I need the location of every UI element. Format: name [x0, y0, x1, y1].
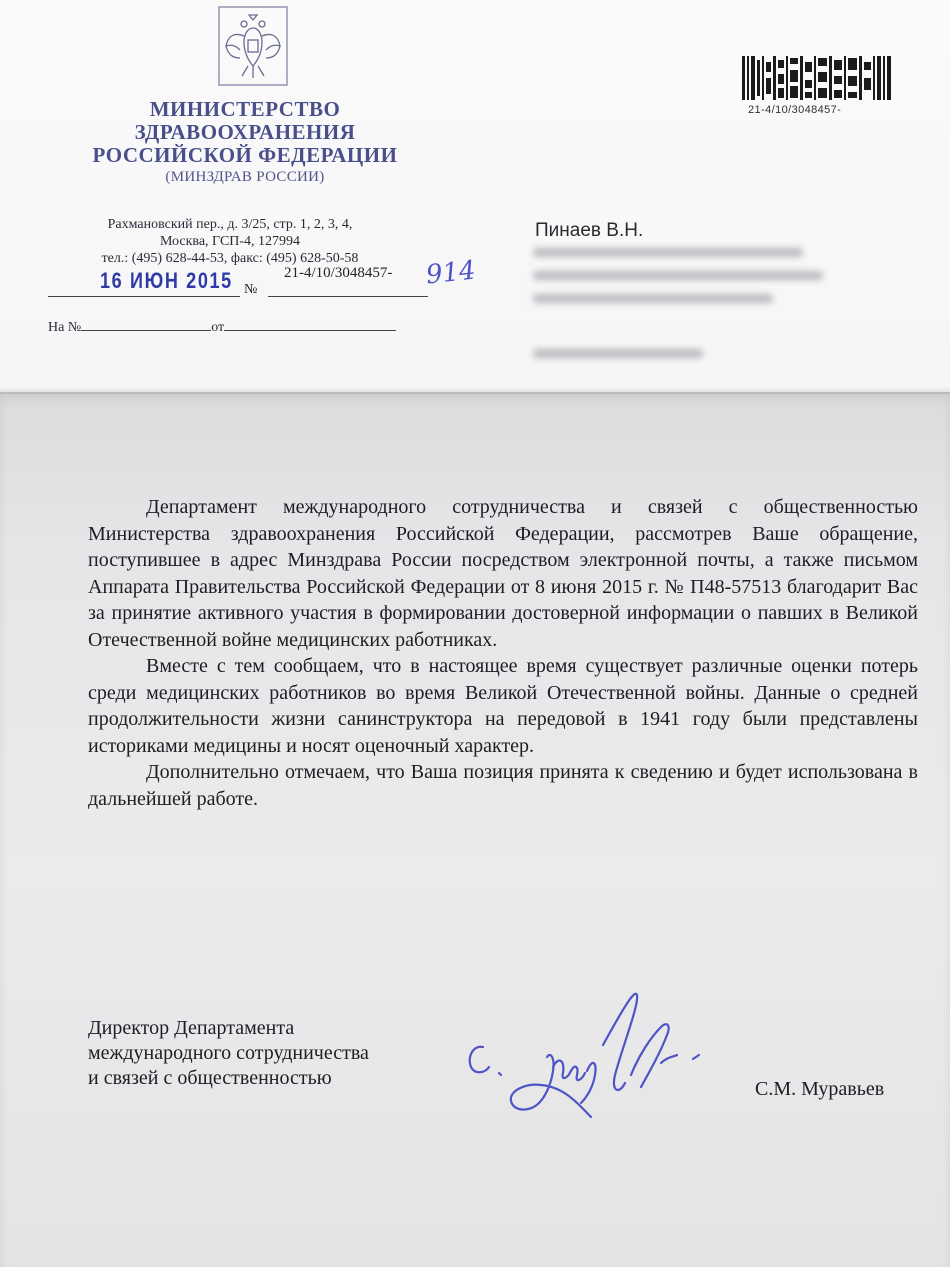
ot-label: от [211, 320, 225, 335]
number-underline [268, 296, 428, 297]
address-line-2: Москва, ГСП-4, 127994 [159, 234, 301, 249]
paper-fold [0, 386, 950, 394]
number-sign: № [244, 282, 258, 297]
body-paragraph: Вместе с тем сообщаем, что в настоящее время существует различные оценки потерь среди медицинских работников во время Великой Отечественной войны. Данные о средней продолжительности жизни санинструктора на передовой в 1941 году были представлены историками медицины и носят оценочный характер. [88, 655, 918, 757]
barcode-icon [742, 56, 892, 100]
date-stamp: 16 ИЮН 2015 [100, 268, 233, 293]
ministry-line-1: МИНИСТЕРСТВО [149, 97, 341, 121]
na-underline [81, 318, 211, 331]
signatory-name: С.М. Муравьев [755, 1078, 885, 1100]
letter-body [88, 494, 918, 812]
body-paragraph: Дополнительно отмечаем, что Ваша позиция принята к сведению и будет использована в дальнейшей работе. [88, 761, 918, 810]
ministry-name [60, 98, 430, 187]
incoming-reference [48, 318, 396, 336]
address-line-1: Рахмановский пер., д. 3/25, стр. 1, 2, 3, 4, [107, 217, 353, 232]
russian-coat-of-arms-icon [218, 6, 288, 86]
handwritten-number-suffix: 914 [424, 255, 478, 291]
handwritten-signature [455, 975, 735, 1145]
ministry-short-name: (МИНЗДРАВ РОССИИ) [165, 169, 325, 185]
ministry-line-3: РОССИЙСКОЙ ФЕДЕРАЦИИ [92, 143, 398, 167]
signatory-title [88, 1016, 369, 1091]
date-underline [48, 296, 240, 297]
ot-underline [224, 318, 396, 331]
signatory-title-line-1: Директор Департамента [88, 1017, 295, 1039]
address-line-3: тел.: (495) 628-44-53, факс: (495) 628-50-58 [101, 251, 359, 266]
signatory-title-line-2: международного сотрудничества [88, 1042, 369, 1064]
barcode-number: 21-4/10/3048457- [748, 104, 842, 116]
signatory-title-line-3: и связей с общественностью [88, 1067, 332, 1089]
redacted-address [533, 248, 833, 368]
ministry-line-2: ЗДРАВООХРАНЕНИЯ [134, 120, 356, 144]
ministry-address [70, 216, 390, 267]
body-paragraph: Департамент международного сотрудничества и связей с общественностью Министерства здравоохранения Российской Федерации, рассмотрев Ваше обращение, поступившее в адрес Минздрава России посредством электронной почты, а также письмом Аппарата Правительства Российской Федерации от 8 июня 2015 г. № П48-57513 благодарит Вас за принятие активного участия в формировании достоверной информации о павших в Великой Отечественной войне медицинских работниках. [88, 496, 918, 651]
recipient-name: Пинаев В.Н. [535, 220, 644, 241]
outgoing-number: 21-4/10/3048457- [284, 265, 393, 281]
na-label: На № [48, 320, 82, 335]
